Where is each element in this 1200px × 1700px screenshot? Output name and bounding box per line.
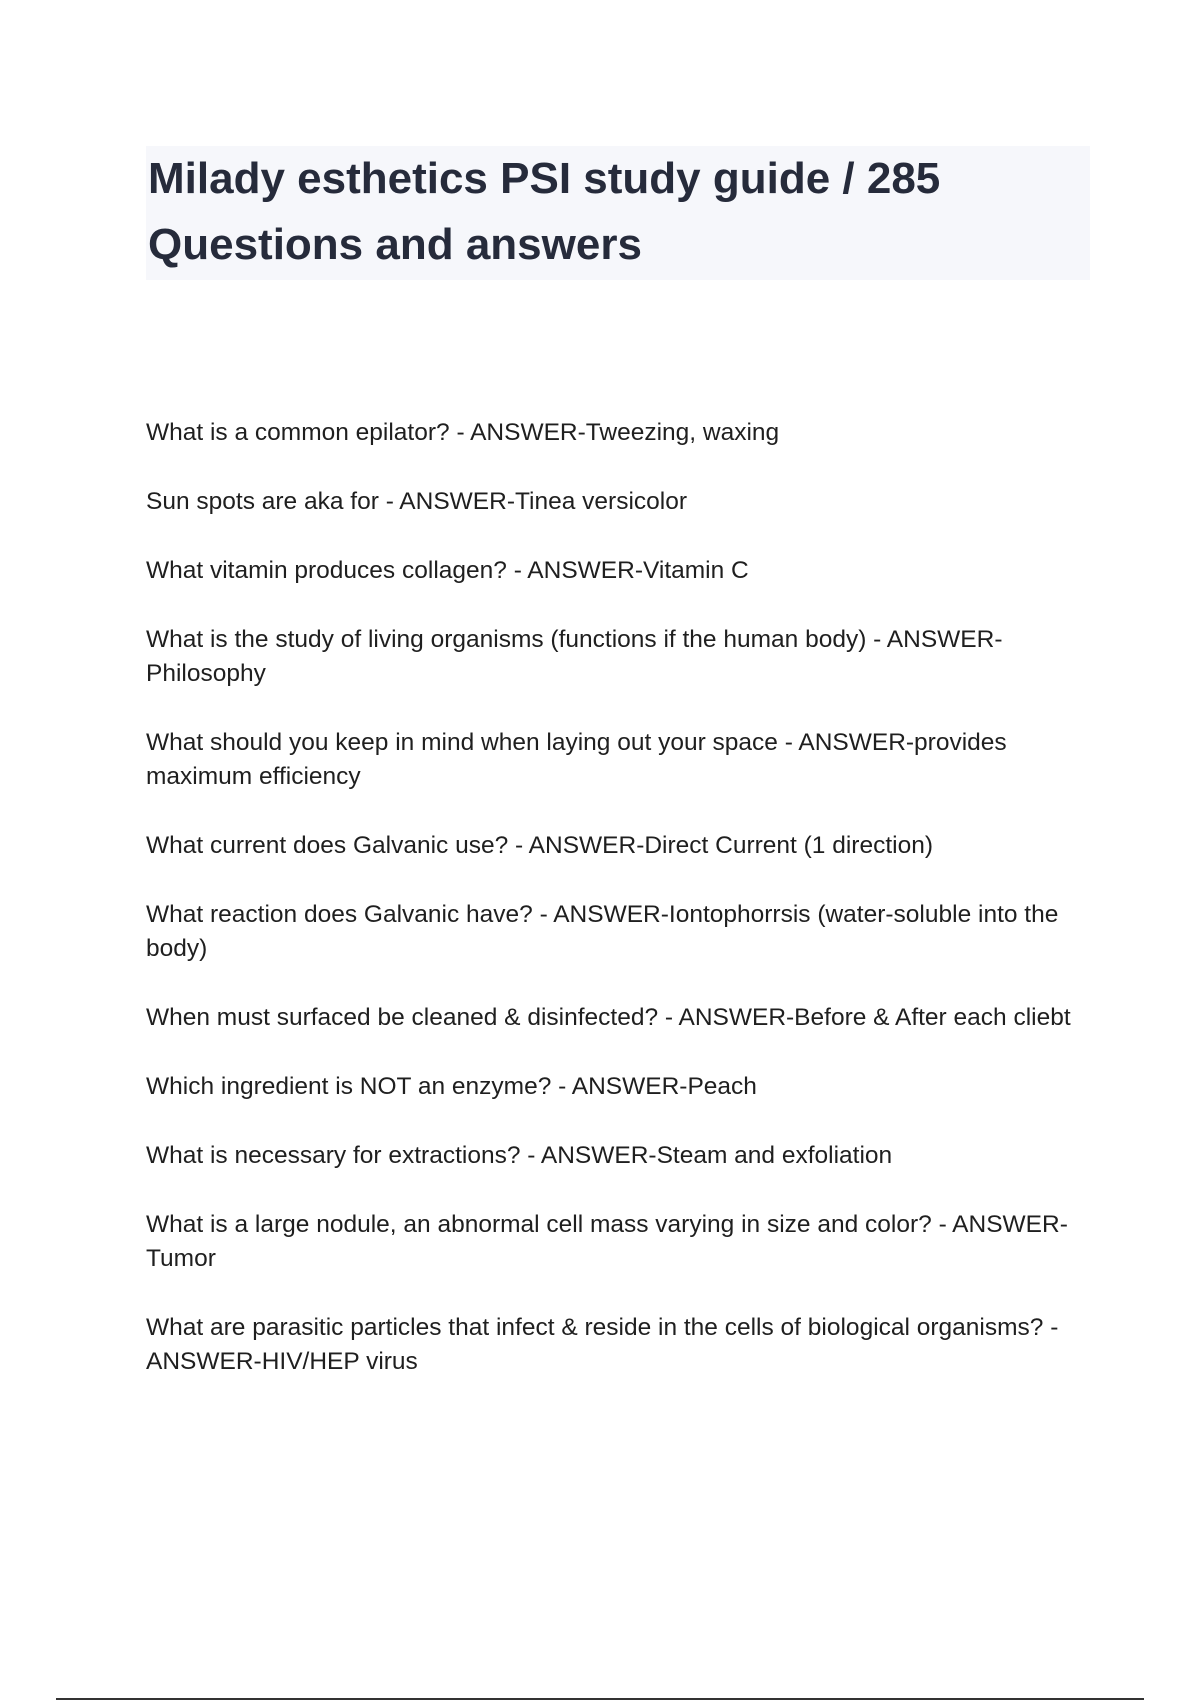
- qa-item: What is necessary for extractions? - ANSWER-Steam and exfoliation: [146, 1142, 893, 1169]
- qa-item: What should you keep in mind when laying out your space - ANSWER-provides maximum efficiency: [146, 729, 1007, 790]
- qa-item: What reaction does Galvanic have? - ANSWER-Iontophorrsis (water-soluble into the body): [146, 901, 1059, 962]
- qa-item: When must surfaced be cleaned & disinfected? - ANSWER-Before & After each cliebt: [146, 1004, 1071, 1031]
- qa-item: What current does Galvanic use? - ANSWER-Direct Current (1 direction): [146, 832, 933, 859]
- page-title: Milady esthetics PSI study guide / 285 Questions and answers: [148, 154, 941, 269]
- qa-item: What is a common epilator? - ANSWER-Tweezing, waxing: [146, 419, 780, 446]
- qa-item: What is the study of living organisms (functions if the human body) - ANSWER-Philosophy: [146, 626, 1003, 687]
- qa-item: Which ingredient is NOT an enzyme? - ANSWER-Peach: [146, 1073, 757, 1100]
- qa-item: What is a large nodule, an abnormal cell mass varying in size and color? - ANSWER-Tumor: [146, 1211, 1068, 1272]
- qa-item: What are parasitic particles that infect & reside in the cells of biological organisms? - ANSWER-HIV/HEP virus: [146, 1314, 1059, 1375]
- qa-item: What vitamin produces collagen? - ANSWER-Vitamin C: [146, 557, 749, 584]
- qa-item: Sun spots are aka for - ANSWER-Tinea versicolor: [146, 488, 688, 515]
- qa-list: [146, 416, 1090, 1414]
- title-block: [146, 146, 1090, 280]
